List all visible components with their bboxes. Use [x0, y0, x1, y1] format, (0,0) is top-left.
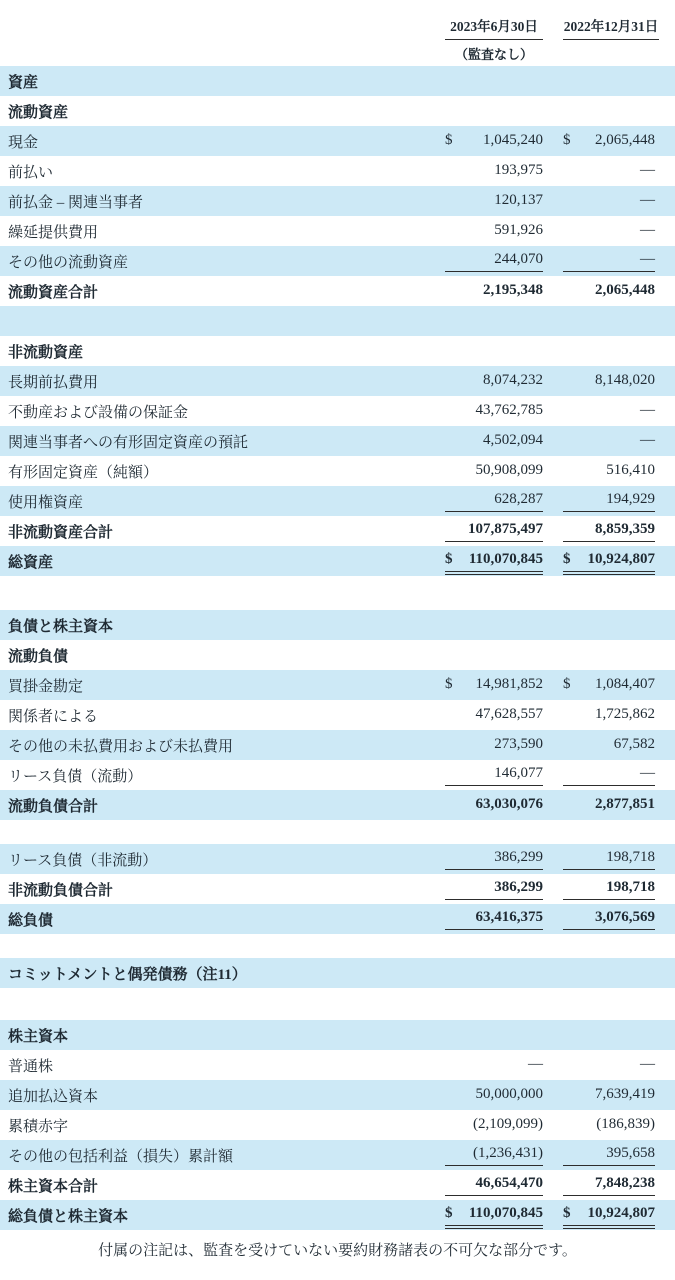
amount-2023: 591,926 [494, 221, 543, 238]
table-row [0, 1080, 675, 1110]
table-row [0, 456, 675, 486]
table-row [0, 336, 675, 366]
table-row [0, 958, 675, 988]
table-row [0, 610, 675, 640]
amount-2022: 3,076,569 [595, 909, 655, 925]
amount-2023-cell [445, 876, 543, 900]
row-label: 使用権資産 [8, 494, 84, 511]
amount-2022-cell [563, 368, 655, 392]
amount-2023: 146,077 [494, 765, 543, 781]
row-label: 流動負債 [8, 648, 69, 665]
spacer-row [0, 820, 675, 844]
row-label: 普通株 [8, 1058, 54, 1075]
amount-2022-cell [563, 1082, 655, 1106]
amount-2023: 63,416,375 [475, 909, 543, 925]
table-row [0, 700, 675, 730]
row-label: 株主資本合計 [8, 1178, 99, 1195]
row-label: 非流動資産 [8, 344, 84, 361]
table-row [0, 246, 675, 276]
amount-2022-cell [563, 906, 655, 930]
table-row [0, 640, 675, 670]
amount-2023-cell [445, 278, 543, 302]
table-row [0, 760, 675, 790]
row-label: 不動産および設備の保証金 [8, 404, 189, 421]
amount-2022-cell [563, 188, 655, 212]
table-row [0, 1110, 675, 1140]
row-label: 流動資産 [8, 104, 69, 121]
row-label: 現金 [8, 134, 39, 151]
amount-2022-cell [563, 488, 655, 512]
amount-2022: 2,877,851 [595, 795, 655, 812]
table-row [0, 730, 675, 760]
amount-2022-cell [563, 518, 655, 542]
row-label: 負債と株主資本 [8, 618, 114, 635]
amount-2022-cell [563, 398, 655, 422]
amount-2022-cell [563, 672, 655, 696]
amount-2023-cell [445, 846, 543, 870]
amount-2023: 50,908,099 [475, 461, 543, 478]
row-label: 関連当事者への有形固定資産の預託 [8, 434, 249, 451]
spacer-row [0, 934, 675, 958]
table-row [0, 1020, 675, 1050]
balance-sheet-rows [0, 66, 675, 1230]
amount-2023-cell [445, 906, 543, 930]
amount-2022: 7,639,419 [595, 1085, 655, 1102]
amount-2022: 8,148,020 [595, 371, 655, 388]
table-row [0, 790, 675, 820]
amount-2022: 10,924,807 [587, 1205, 655, 1221]
table-row [0, 1170, 675, 1200]
amount-2023: 2,195,348 [483, 281, 543, 298]
amount-2022: — [640, 251, 655, 267]
column-header-2023: 2023年6月30日 [445, 15, 543, 40]
table-row [0, 426, 675, 456]
amount-2022: 67,582 [613, 735, 655, 752]
amount-2023: 50,000,000 [475, 1085, 543, 1102]
amount-2022-cell [563, 548, 655, 572]
amount-2022: 7,848,238 [595, 1175, 655, 1191]
table-row [0, 276, 675, 306]
amount-2023: — [528, 1055, 543, 1072]
table-row [0, 66, 675, 96]
amount-2022-cell [563, 1052, 655, 1076]
row-label: その他の包括利益（損失）累計額 [8, 1148, 234, 1165]
row-label: 流動負債合計 [8, 798, 99, 815]
table-row [0, 670, 675, 700]
amount-2023: 628,287 [494, 491, 543, 507]
row-label: 累積赤字 [8, 1118, 69, 1135]
amount-2023: 46,654,470 [475, 1175, 543, 1191]
amount-2022-cell [563, 846, 655, 870]
amount-2022: 2,065,448 [595, 131, 655, 148]
row-label: 追加払込資本 [8, 1088, 99, 1105]
table-row [0, 1050, 675, 1080]
amount-2022: — [640, 401, 655, 418]
amount-2023-cell [445, 1112, 543, 1136]
table-row [0, 186, 675, 216]
amount-2023-cell [445, 488, 543, 512]
amount-2023-cell [445, 218, 543, 242]
amount-2022: (186,839) [596, 1115, 655, 1132]
row-label: 非流動資産合計 [8, 524, 114, 541]
amount-2022: 8,859,359 [595, 521, 655, 537]
amount-2023: (1,236,431) [473, 1145, 543, 1161]
amount-2022: 194,929 [606, 491, 655, 507]
table-row [0, 366, 675, 396]
amount-2023: 273,590 [494, 735, 543, 752]
amount-2023-cell [445, 368, 543, 392]
amount-2022: — [640, 161, 655, 178]
table-row [0, 1200, 675, 1230]
amount-2023-cell [445, 1202, 543, 1226]
amount-2023-cell [445, 398, 543, 422]
amount-2023: 4,502,094 [483, 431, 543, 448]
unaudited-note-row [0, 40, 675, 66]
unaudited-note: （監査なし） [454, 46, 533, 62]
amount-2022: 2,065,448 [595, 281, 655, 298]
amount-2023: 8,074,232 [483, 371, 543, 388]
table-row [0, 844, 675, 874]
amount-2023-cell [445, 548, 543, 572]
amount-2022-cell [563, 1202, 655, 1226]
table-row [0, 486, 675, 516]
amount-2023-cell [445, 128, 543, 152]
table-row [0, 96, 675, 126]
amount-2023: 63,030,076 [475, 795, 543, 812]
row-label: 買掛金勘定 [8, 678, 84, 695]
table-row [0, 396, 675, 426]
row-label: 長期前払費用 [8, 374, 99, 391]
amount-2022-cell [563, 428, 655, 452]
amount-2022-cell [563, 218, 655, 242]
amount-2022: 198,718 [606, 849, 655, 865]
amount-2023-cell [445, 248, 543, 272]
amount-2022-cell [563, 792, 655, 816]
table-row [0, 516, 675, 546]
row-label: 関係者による [8, 708, 99, 725]
amount-2023-cell [445, 702, 543, 726]
amount-2022-cell [563, 1142, 655, 1166]
row-label: リース負債（流動） [8, 768, 143, 785]
amount-2023: 14,981,852 [475, 675, 543, 692]
amount-2022-cell [563, 278, 655, 302]
amount-2022: 1,084,407 [595, 675, 655, 692]
amount-2023-cell [445, 518, 543, 542]
row-label: 資産 [8, 74, 39, 91]
row-label: 前払い [8, 164, 54, 181]
amount-2023: 1,045,240 [483, 131, 543, 148]
column-header-2022: 2022年12月31日 [563, 15, 659, 40]
row-label: 非流動負債合計 [8, 882, 114, 899]
dollar-sign: $ [563, 131, 571, 148]
amount-2023: 107,875,497 [468, 521, 543, 537]
amount-2023: (2,109,099) [473, 1115, 543, 1132]
dollar-sign: $ [445, 675, 453, 692]
dollar-sign: $ [563, 551, 571, 567]
row-label: 総資産 [8, 554, 54, 571]
amount-2023: 110,070,845 [468, 551, 543, 567]
amount-2022: — [640, 191, 655, 208]
amount-2022: — [640, 765, 655, 781]
amount-2022: 198,718 [606, 879, 655, 895]
row-label: 流動資産合計 [8, 284, 99, 301]
amount-2022-cell [563, 762, 655, 786]
amount-2023-cell [445, 1082, 543, 1106]
amount-2022-cell [563, 158, 655, 182]
table-row [0, 904, 675, 934]
amount-2022-cell [563, 1112, 655, 1136]
table-row [0, 874, 675, 904]
amount-2023: 120,137 [494, 191, 543, 208]
amount-2023: 110,070,845 [468, 1205, 543, 1221]
amount-2023-cell [445, 762, 543, 786]
amount-2022: 395,658 [606, 1145, 655, 1161]
table-row [0, 126, 675, 156]
dollar-sign: $ [445, 551, 453, 567]
table-row [0, 216, 675, 246]
amount-2022-cell [563, 732, 655, 756]
amount-2022-cell [563, 458, 655, 482]
amount-2022: 1,725,862 [595, 705, 655, 722]
amount-2022: 10,924,807 [587, 551, 655, 567]
amount-2023-cell [445, 188, 543, 212]
amount-2023: 43,762,785 [475, 401, 543, 418]
amount-2023-cell [445, 1052, 543, 1076]
row-label: 総負債 [8, 912, 54, 929]
amount-2022-cell [563, 702, 655, 726]
amount-2022: 516,410 [606, 461, 655, 478]
amount-2023-cell [445, 1142, 543, 1166]
table-row [0, 546, 675, 576]
dollar-sign: $ [563, 1205, 571, 1221]
amount-2023: 47,628,557 [475, 705, 543, 722]
row-label: その他の流動資産 [8, 254, 129, 271]
amount-2023: 386,299 [494, 879, 543, 895]
dollar-sign: $ [445, 1205, 453, 1221]
amount-2023: 193,975 [494, 161, 543, 178]
table-row [0, 1140, 675, 1170]
amount-2023-cell [445, 428, 543, 452]
spacer-row [0, 306, 675, 336]
row-label: その他の未払費用および未払費用 [8, 738, 234, 755]
amount-2022-cell [563, 248, 655, 272]
spacer-row [0, 988, 675, 1020]
row-label: 株主資本 [8, 1028, 69, 1045]
amount-2023: 244,070 [494, 251, 543, 267]
spacer-row [0, 576, 675, 610]
table-row [0, 156, 675, 186]
amount-2022: — [640, 221, 655, 238]
amount-2023-cell [445, 732, 543, 756]
row-label: 有形固定資産（純額） [8, 464, 159, 481]
row-label: 総負債と株主資本 [8, 1208, 129, 1225]
footnote: 付属の注記は、監査を受けていない要約財務諸表の不可欠な部分です。 [98, 1243, 577, 1259]
amount-2023: 386,299 [494, 849, 543, 865]
column-headers-row [0, 10, 675, 40]
amount-2023-cell [445, 1172, 543, 1196]
dollar-sign: $ [563, 675, 571, 692]
amount-2023-cell [445, 672, 543, 696]
amount-2022-cell [563, 876, 655, 900]
amount-2022-cell [563, 1172, 655, 1196]
row-label: 繰延提供費用 [8, 224, 99, 241]
row-label: コミットメントと偶発債務（注11） [8, 966, 247, 983]
amount-2023-cell [445, 458, 543, 482]
amount-2022: — [640, 1055, 655, 1072]
amount-2023-cell [445, 158, 543, 182]
dollar-sign: $ [445, 131, 453, 148]
row-label: 前払金 – 関連当事者 [8, 194, 144, 211]
amount-2023-cell [445, 792, 543, 816]
amount-2022: — [640, 431, 655, 448]
table-header [0, 0, 675, 66]
amount-2022-cell [563, 128, 655, 152]
row-label: リース負債（非流動） [8, 852, 158, 869]
